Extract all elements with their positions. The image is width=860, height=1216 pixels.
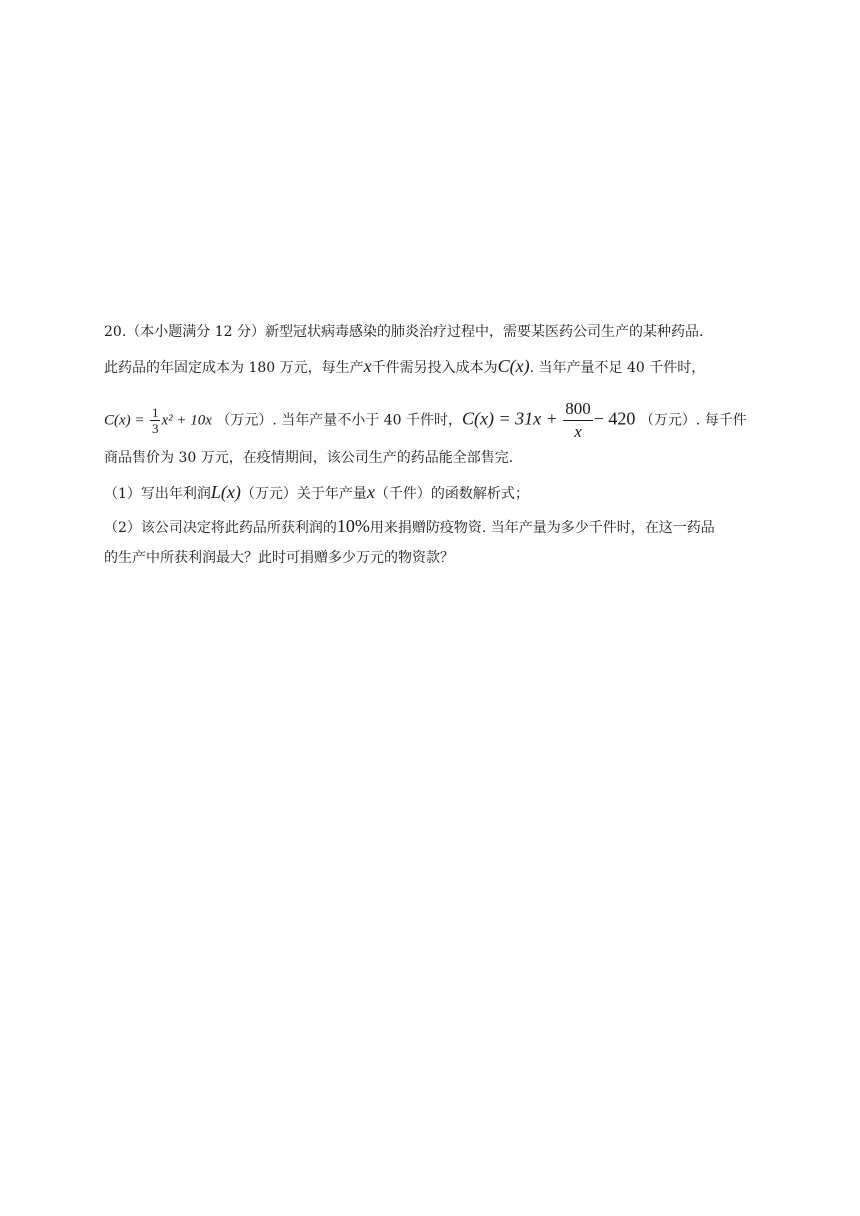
text-segment: （1）写出年利润 <box>104 486 211 502</box>
text-segment: （2）该公司决定将此药品所获利润的 <box>104 520 337 536</box>
math-expression: − 420 <box>593 408 636 429</box>
question-2 <box>104 516 764 538</box>
text-segment: . 每千件 <box>695 412 747 429</box>
fraction-numerator: 1 <box>151 405 159 420</box>
fraction-one-third <box>150 405 161 436</box>
text-segment: 千件需另投入成本为 <box>371 360 498 376</box>
question-2-continuation <box>104 548 764 568</box>
problem-line-4 <box>104 448 764 468</box>
fraction-numerator: 800 <box>563 398 593 421</box>
text-segment: （千件）的函数解析式； <box>374 486 529 502</box>
fraction-denominator: 3 <box>151 421 159 436</box>
math-variable-x: x <box>363 356 372 376</box>
fraction-800-over-x <box>563 398 593 443</box>
problem-line-3 <box>104 398 764 443</box>
text-segment: 商品售价为 30 万元，在疫情期间，该公司生产的药品能全部售完. <box>104 450 514 466</box>
question-1 <box>104 482 764 504</box>
unit-label: （万元） <box>639 412 696 429</box>
text-segment: （万元）关于年产量 <box>240 486 367 502</box>
text-segment: 此药品的年固定成本为 180 万元，每生产 <box>104 360 364 376</box>
text-segment: 的生产中所获利润最大？此时可捐赠多少万元的物资款？ <box>104 550 454 566</box>
problem-header-line <box>104 322 764 342</box>
text-segment: . 当年产量不足 40 千件时， <box>529 360 706 376</box>
text-segment: 用来捐赠防疫物资. 当年产量为多少千件时，在这一药品 <box>369 520 715 536</box>
text-segment: . 当年产量不小于 40 千件时， <box>272 412 462 429</box>
problem-line-2 <box>104 356 764 378</box>
math-percent: 10% <box>336 516 370 536</box>
math-function-Cx: C(x) <box>497 356 530 376</box>
fraction-denominator: x <box>574 422 582 441</box>
math-function-Cx: C(x) = 31x + <box>462 408 558 429</box>
problem-header-text: 20.（本小题满分 12 分）新型冠状病毒感染的肺炎治疗过程中，需要某医药公司生产的某种药品. <box>104 324 704 340</box>
math-function-Cx: C(x) = <box>104 412 145 429</box>
math-variable-x: x <box>366 482 375 502</box>
unit-label: （万元） <box>216 412 273 429</box>
math-expression: x² + 10x <box>161 412 212 429</box>
math-function-Lx: L(x) <box>210 482 241 502</box>
